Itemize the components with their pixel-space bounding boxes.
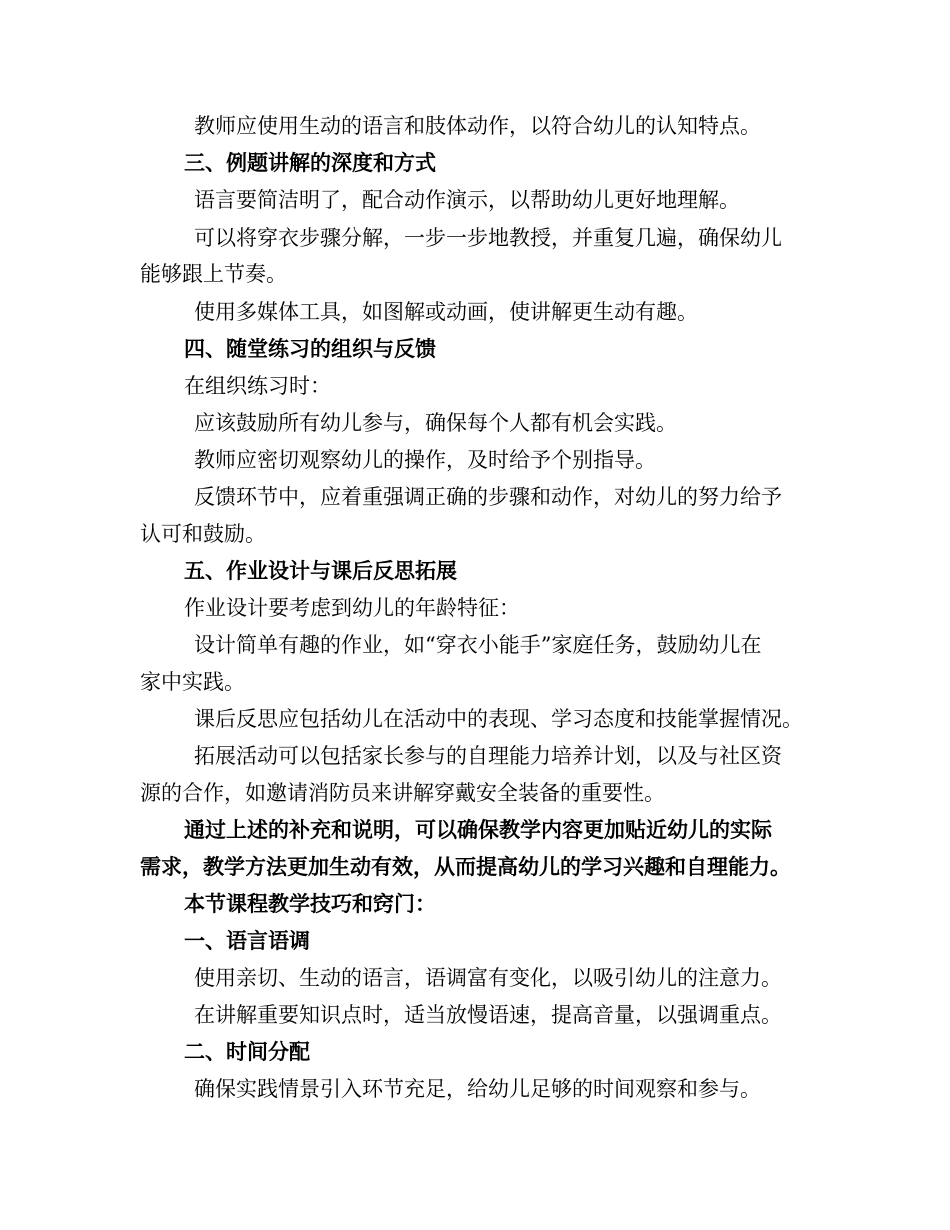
paragraph-line: 家中实践。 bbox=[140, 670, 245, 694]
tips-heading-1: 一、语言语调 bbox=[184, 928, 310, 953]
paragraph-line: 确保实践情景引入环节充足，给幼儿足够的时间观察和参与。 bbox=[194, 1077, 761, 1101]
section-heading-3: 三、例题讲解的深度和方式 bbox=[184, 150, 436, 175]
paragraph-line: 使用多媒体工具，如图解或动画，使讲解更生动有趣。 bbox=[194, 300, 698, 324]
paragraph-line: 课后反思应包括幼儿在活动中的表现、学习态度和技能掌握情况。 bbox=[194, 707, 803, 731]
paragraph-line: 设计简单有趣的作业，如“穿衣小能手”家庭任务，鼓励幼儿在 bbox=[194, 633, 762, 657]
paragraph-line: 教师应使用生动的语言和肢体动作，以符合幼儿的认知特点。 bbox=[194, 114, 761, 138]
paragraph-line: 拓展活动可以包括家长参与的自理能力培养计划，以及与社区资 bbox=[194, 744, 782, 768]
paragraph-line: 使用亲切、生动的语言，语调富有变化，以吸引幼儿的注意力。 bbox=[194, 966, 782, 990]
paragraph-line: 在讲解重要知识点时，适当放慢语速，提高音量，以强调重点。 bbox=[194, 1003, 782, 1027]
paragraph-line: 教师应密切观察幼儿的操作，及时给予个别指导。 bbox=[194, 448, 656, 472]
paragraph-line: 作业设计要考虑到幼儿的年龄特征： bbox=[184, 596, 520, 620]
section-heading-4: 四、随堂练习的组织与反馈 bbox=[184, 336, 436, 361]
paragraph-line: 认可和鼓励。 bbox=[140, 522, 266, 546]
section-heading-5: 五、作业设计与课后反思拓展 bbox=[184, 558, 457, 583]
paragraph-line: 应该鼓励所有幼儿参与，确保每个人都有机会实践。 bbox=[194, 411, 677, 435]
paragraph-line: 源的合作，如邀请消防员来讲解穿戴安全装备的重要性。 bbox=[140, 781, 665, 805]
paragraph-line: 语言要简洁明了，配合动作演示，以帮助幼儿更好地理解。 bbox=[194, 188, 740, 212]
paragraph-line: 可以将穿衣步骤分解，一步一步地教授，并重复几遍，确保幼儿 bbox=[194, 226, 782, 250]
paragraph-line: 反馈环节中，应着重强调正确的步骤和动作，对幼儿的努力给予 bbox=[194, 485, 782, 509]
summary-line: 通过上述的补充和说明，可以确保教学内容更加贴近幼儿的实际 bbox=[184, 817, 772, 842]
tips-title: 本节课程教学技巧和窍门： bbox=[184, 891, 436, 916]
paragraph-line: 能够跟上节奏。 bbox=[140, 262, 287, 286]
tips-heading-2: 二、时间分配 bbox=[184, 1039, 310, 1064]
paragraph-line: 在组织练习时： bbox=[184, 374, 331, 398]
summary-line: 需求，教学方法更加生动有效，从而提高幼儿的学习兴趣和自理能力。 bbox=[140, 854, 791, 879]
